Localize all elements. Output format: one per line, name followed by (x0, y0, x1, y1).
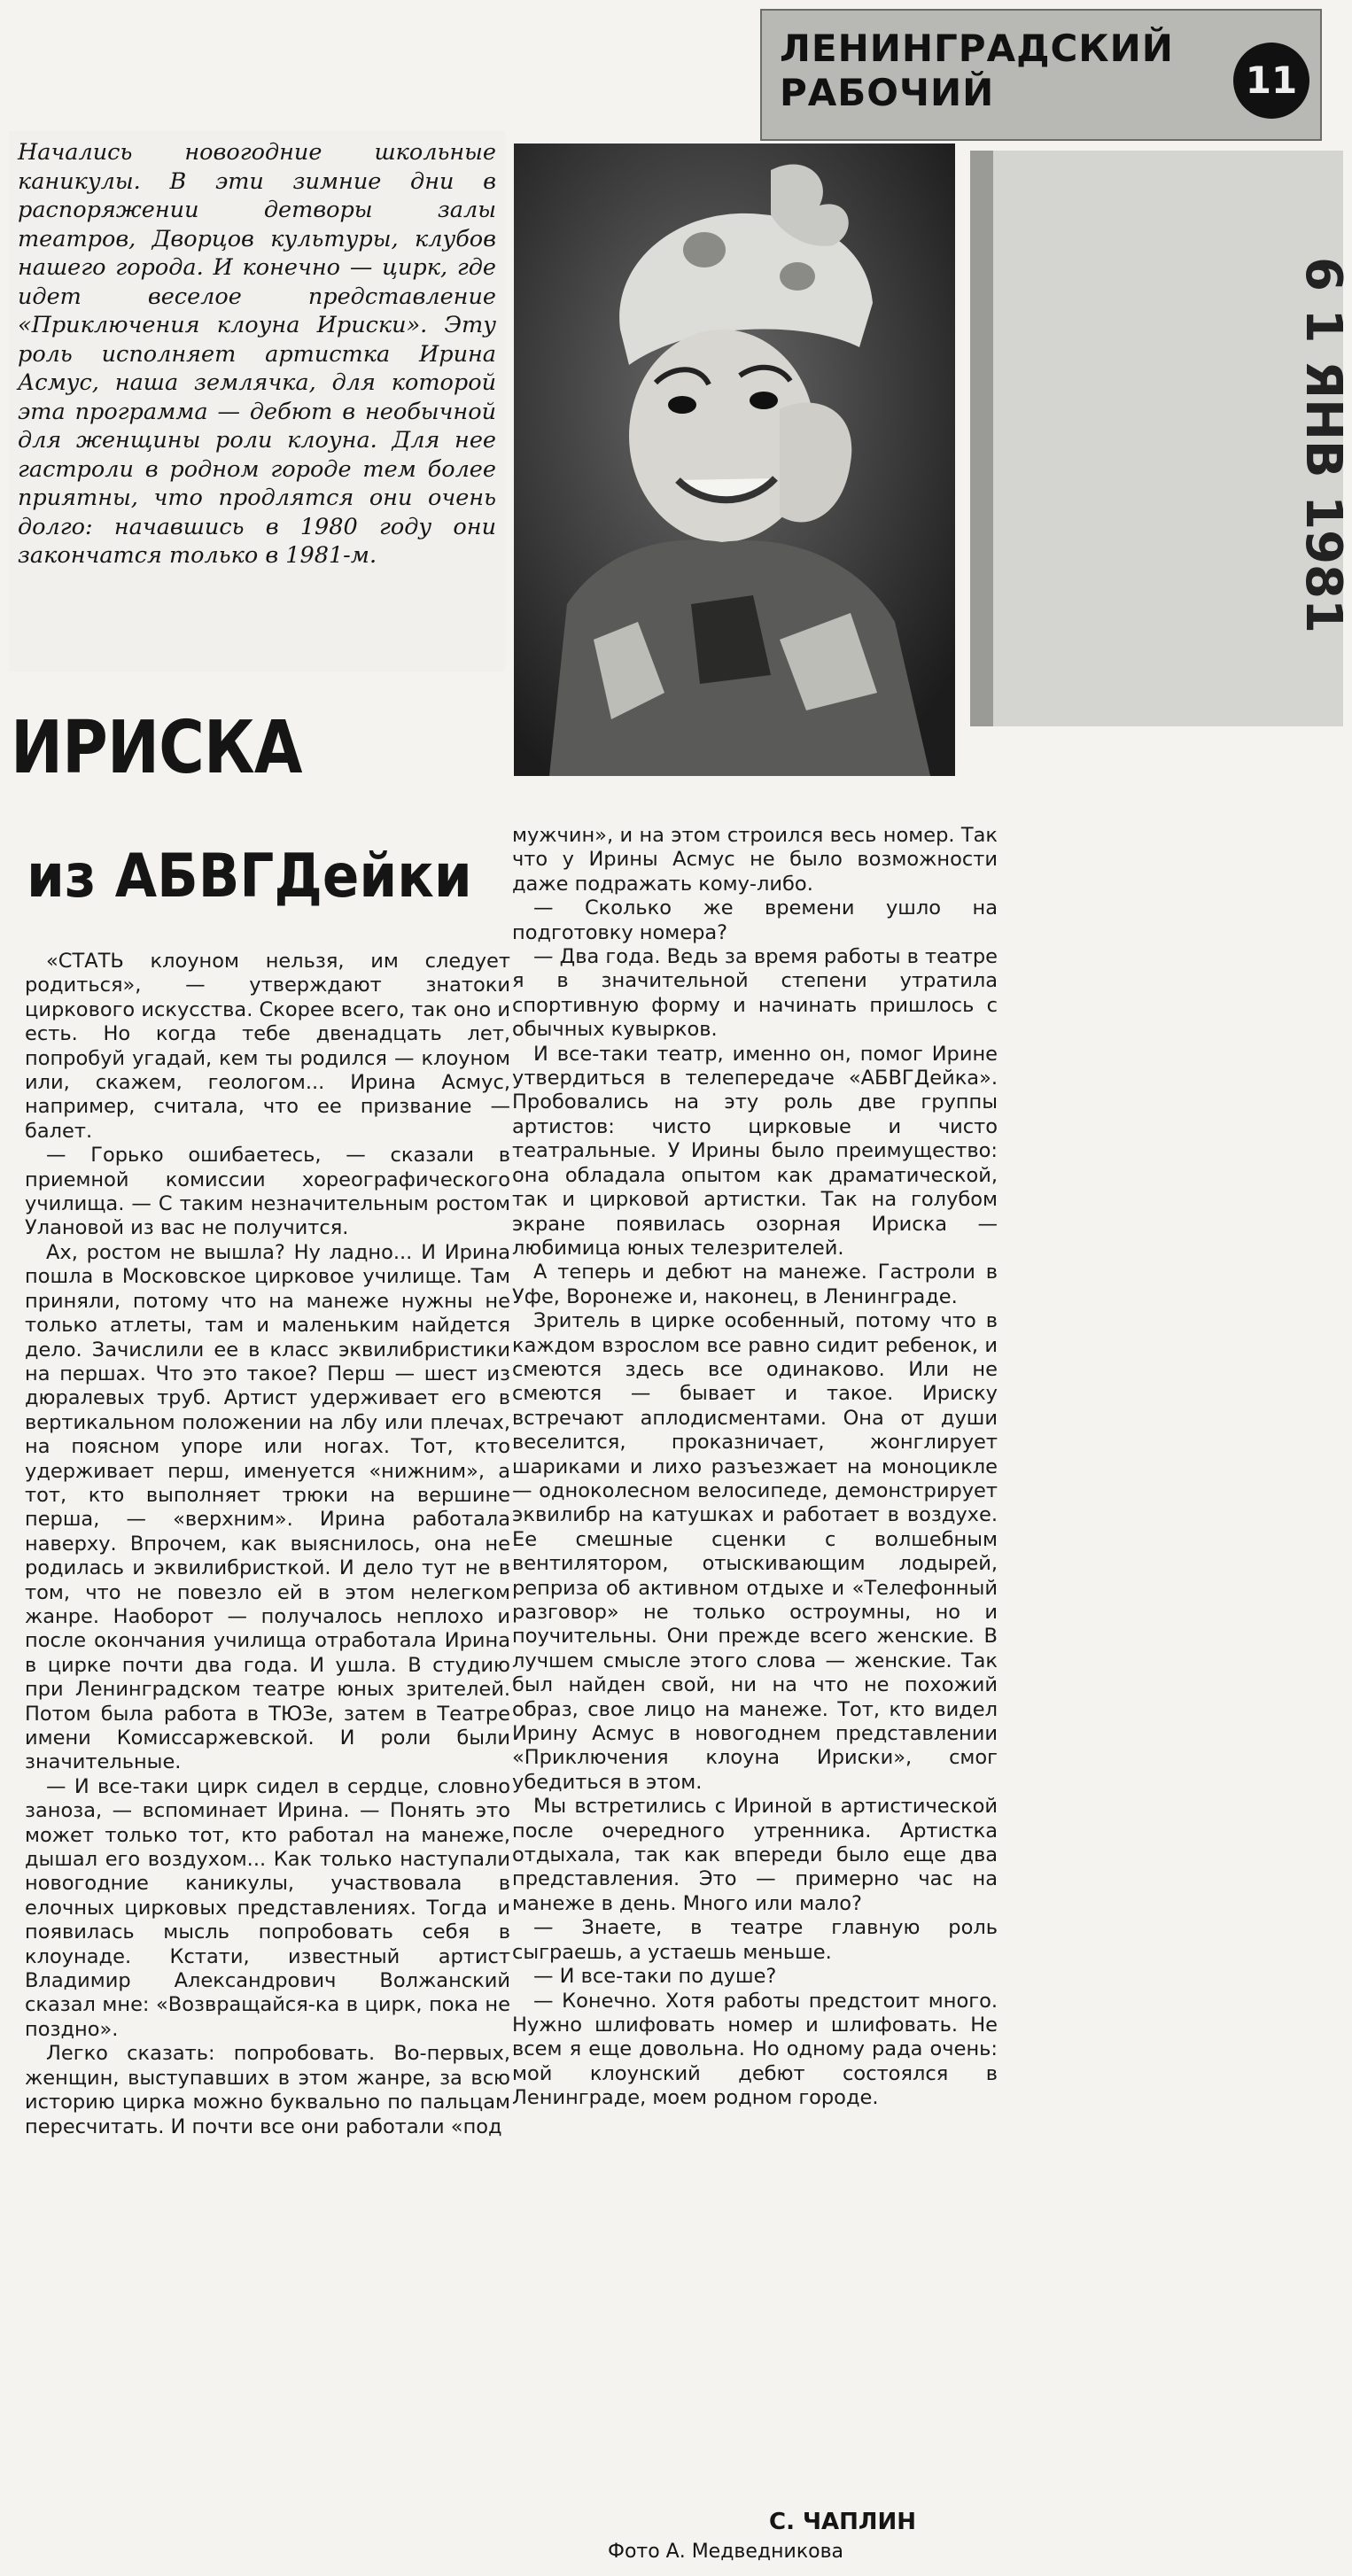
paragraph: — Сколько же времени ушло на подготовку номера? (512, 896, 998, 944)
paragraph: — Два года. Ведь за время работы в театре я в значительной степени утратила спортивную форму и начинать пришлось с обычных кувырков. (512, 945, 998, 1042)
article-column-left (25, 950, 510, 2139)
paragraph: Легко сказать: попробовать. Во-первых, женщин, выступавших в этом жанре, за всю историю цирка можно буквально по пальцам пересчитать. И почти все они работали «под (25, 2042, 510, 2138)
clown-portrait-photo (514, 144, 955, 776)
paragraph: — И все-таки по душе? (533, 1965, 777, 1989)
paragraph: А теперь и дебют на манеже. Гастроли в Уфе, Воронеже и, наконец, в Ленинграде. (512, 1261, 998, 1308)
paragraph: — Знаете, в театре главную роль сыграешь, а устаешь меньше. (512, 1916, 998, 1964)
photo-credit: Фото А. Медведникова (608, 2541, 844, 2563)
paragraph: мужчин», и на этом строился весь номер. Так что у Ирины Асмус не было возможности даже подражать кому-либо. (512, 824, 998, 896)
author-signature: С. ЧАПЛИН (769, 2509, 917, 2535)
newspaper-masthead (760, 9, 1322, 141)
paragraph: «СТАТЬ клоуном нельзя, им следует родиться», — утверждают знатоки циркового искусства. Скорее всего, так оно и есть. Но когда тебе двенадцать лет, попробуй угадай, кем ты родился — клоуном или, скажем, геологом... Ирина Асмус, например, считала, что ее призвание — балет. (25, 950, 510, 1143)
clown-portrait-image (514, 144, 955, 776)
paragraph: И все-таки театр, именно он, помог Ирине утвердиться в телепередаче «АБВГДейка». Пробовались на эту роль две группы артистов: чисто цирковые и чисто театральные. У Ирины было преимущество: она обладала опытом как драматической, так и цирковой артистки. Так на голубом экране появилась озорная Ириска — любимица юных телезрителей. (512, 1042, 998, 1260)
article-column-right (512, 824, 998, 2111)
archive-stamp-strip (970, 151, 1352, 726)
page-number-badge: 11 (1233, 43, 1309, 119)
paragraph: — И все-таки цирк сидел в сердце, словно заноза, — вспоминает Ирина. — Понять это может только тот, кто работал на манеже, дышал его воздухом... Как только наступали новогодние каникулы, участвовала в елочных цирковых представлениях. Тогда и появилась мысль попробовать себя в клоунаде. Кстати, известный артист Владимир Александрович Волжанский сказал мне: «Возвращайся-ка в цирк, пока не поздно». (25, 1774, 510, 2041)
newspaper-title: ЛЕНИНГРАДСКИЙ РАБОЧИЙ (780, 27, 1174, 114)
paragraph: — Горько ошибаетесь, — сказали в приемной комиссии хореографического училища. — С таким незначительным ростом Улановой из вас не получится. (25, 1144, 510, 1240)
article-headline: ИРИСКА (11, 706, 302, 790)
paragraph: Мы встретились с Ириной в артистической после очередного утренника. Артистка отдыхала, так как впереди было еще два представления. Это — примерно час на манеже в день. Много или мало? (512, 1795, 998, 1915)
paragraph: Ах, ростом не вышла? Ну ладно... И Ирина пошла в Московское цирковое училище. Там приняли, потому что на манеже нужны не только атлеты, там и маленьким найдется дело. Зачислили ее в класс эквилибристики на першах. Что это такое? Перш — шест из дюралевых труб. Артист удерживает его в вертикальном положении на лбу или плечах, на поясном упоре или ногах. Тот, кто удерживает перш, именуется «нижним», а тот, кто выполняет трюки на вершине перша, — «верхним». Ирина работала наверху. Впрочем, как выяснилось, она не родилась и эквилибристкой. И дело тут не в том, что не повезло ей в этом нелегком жанре. Наоборот — получалось неплохо и после окончания училища отработала Ирина в цирке почти два года. И ушла. В студию при Ленинградском театре юных зрителей. Потом была работа в ТЮЗе, затем в Театре имени Комиссаржевской. И роли были значительные. (25, 1240, 510, 1774)
paragraph: — Конечно. Хотя работы предстоит много. Нужно шлифовать номер и шлифовать. Не всем я еще довольна. Но одному рада очень: мой клоунский дебют состоялся в Ленинграде, моем родном городе. (512, 1989, 998, 2110)
article-subheadline: из АБВГДейки (27, 842, 472, 912)
article-lead-paragraph: Начались новогодние школьные каникулы. В эти зимние дни в распоряжении детворы залы театров, Дворцов культуры, клубов нашего города. И конечно — цирк, где идет веселое представление «Приключения клоуна Ириски». Эту роль исполняет артистка Ирина Асмус, наша землячка, для которой эта программа — дебют в необычной для женщины роли клоуна. Для нее гастроли в родном городе тем более приятны, что продлятся они очень долго: начавшись в 1980 году они закончатся только в 1981-м. (9, 131, 505, 671)
date-stamp: 6 1 ЯНВ 1981 (1294, 257, 1352, 633)
paragraph: Зритель в цирке особенный, потому что в каждом взрослом все равно сидит ребенок, и смеются здесь все одинаково. Или не смеются — бывает и такое. Ириску встречают аплодисментами. Она от души веселится, проказничает, жонглирует шариками и лихо разъезжает на моноцикле — одноколесном велосипеде, демонстрирует эквилибр на катушках и работает в воздухе. Ее смешные сценки с волшебным вентилятором, отыскивающим лодырей, реприза об активном отдыхе и «Телефонный разговор» не только остроумны, но и поучительны. Они прежде всего женские. В лучшем смысле этого слова — женские. Так был найден свой, ни на что не похожий образ, свое лицо на манеже. Тот, кто видел Ирину Асмус в новогоднем представлении «Приключения клоуна Ириски», смог убедиться в этом. (512, 1309, 998, 1794)
